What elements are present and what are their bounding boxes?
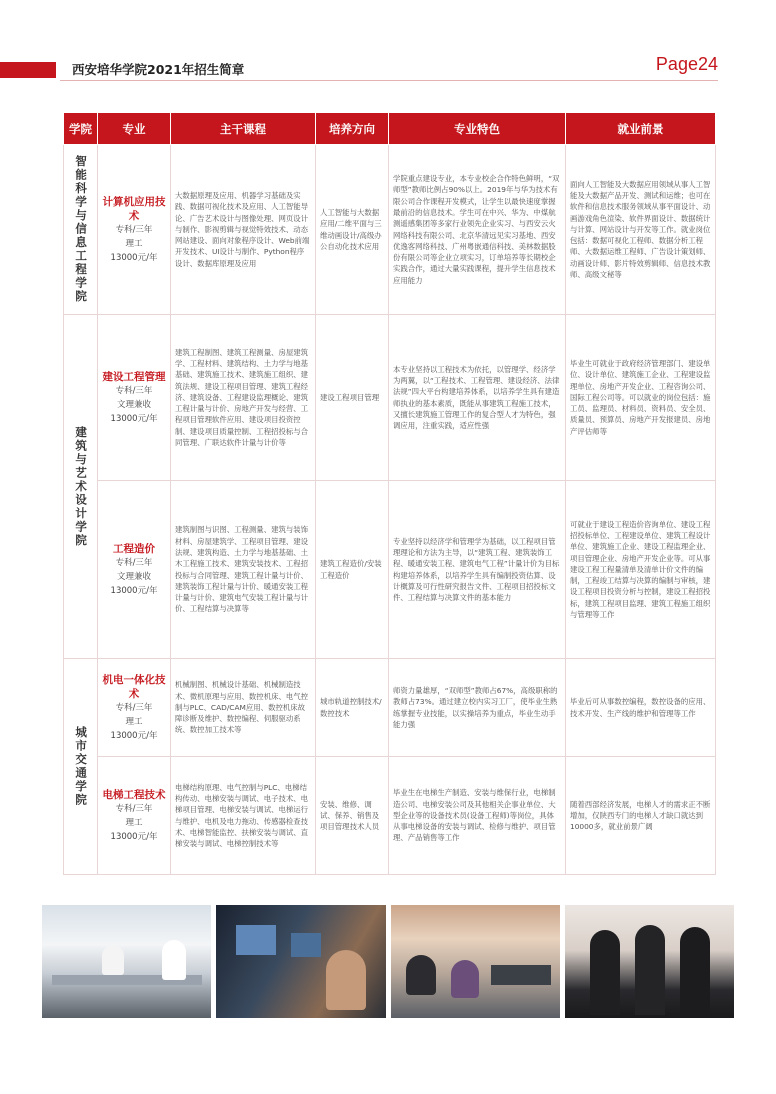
majors-table: [63, 112, 716, 875]
career-cell: 随着西部经济发展，电梯人才的需求正不断增加，仅陕西专门的电梯人才缺口就达到10000多，就业前景广阔: [566, 757, 716, 875]
table-row: [64, 145, 716, 315]
major-type: 文理兼收: [116, 571, 151, 582]
courses-cell: 建筑工程制图、建筑工程测量、房屋建筑学、工程材料、建筑结构、土力学与地基基础、建筑施工技术、建筑施工组织、建筑法规、建设工程项目管理、建筑工程经济、建筑设备、工程建设监理概论、建筑工程计量与计价、房地产开发与经营、工程项目管理软件应用、建设项目投资控制、建设项目质量控制、工程招投标与合同管理、广联达软件计量与计价等: [171, 315, 316, 481]
major-cell: [98, 145, 171, 315]
table-row: [64, 315, 716, 481]
courses-cell: 大数据原理及应用、机器学习基础及实践、数据可视化技术及应用、人工智能导论、广告艺术设计与图像处理、网页设计与制作、影视剪辑与视觉特效技术、动态网站建设、面向对象程序设计、Web前端开发技术、UI设计与制作、Python程序设计、数据库原理及应用: [171, 145, 316, 315]
header-divider: [60, 80, 718, 81]
lab-photo: [42, 905, 211, 1018]
direction-cell: 建设工程项目管理: [316, 315, 389, 481]
feature-cell: 本专业坚持以工程技术为依托，以管理学、经济学为两翼，以“工程技术、工程管理、建设经济、法律法规”四大平台构建培养体系，以培养学生具有建造师执业的基本素质，既能从事建筑工程施工技术，又擅长建筑施工管理工作的复合型人才为特色，强调应用，注重实践，适应性强: [389, 315, 566, 481]
header-accent-bar: [0, 62, 56, 78]
major-fee: 13000元/年: [110, 730, 158, 741]
major-cell: [98, 315, 171, 481]
career-cell: 可就业于建设工程造价咨询单位、建设工程招投标单位、工程建设单位、建筑工程设计单位、建筑施工企业、建设工程监理企业、项目管理企业、房地产开发企业等。可从事建设工程工程量清单及清单计价文件的编制，工程竣工结算与决算的编制与审核，建设工程项目投资分析与控制，建设工程招投标，建筑工程项目监理、建筑工程施工组织与管理等工作: [566, 481, 716, 659]
feature-cell: 师资力量雄厚，“双师型”教师占67%，高级职称的教师占73%。通过建立校内实习工厂，使毕业生熟练掌握专业技能，以实操培养为重点，毕业生动手能力强: [389, 659, 566, 757]
major-cell: [98, 659, 171, 757]
etiquette-training-photo: [565, 905, 734, 1018]
brochure-title: 西安培华学院2021年招生简章: [72, 62, 245, 77]
feature-cell: 专业坚持以经济学和管理学为基础，以工程项目管理理论和方法为主导，以“建筑工程、建筑装饰工程、暖通安装工程、建筑电气工程”计量计价为目标构建培养体系，以培养学生具有编制投资估算、设计概算及可行性研究报告文件、工程项目招投标文件、工程结算与决算文件的基本能力: [389, 481, 566, 659]
page-number-value: 24: [697, 54, 718, 74]
table-row: [64, 659, 716, 757]
header-major: 专业: [98, 113, 171, 145]
major-cell: [98, 481, 171, 659]
feature-cell: 毕业生在电梯生产制造、安装与维保行业，电梯制造公司、电梯安装公司及其他相关企事业单位、大型企业等的设备技术员(设备工程师)等岗位，具体从事电梯设备的安装与调试、检修与维护、项目管理、产品销售等工作: [389, 757, 566, 875]
major-fee: 13000元/年: [110, 252, 158, 263]
header-courses: 主干课程: [171, 113, 316, 145]
career-cell: 毕业后可从事数控编程，数控设备的应用、技术开发、生产线的维护和管理等工作: [566, 659, 716, 757]
major-name: 计算机应用技术: [102, 195, 166, 222]
language-lab-photo: [391, 905, 560, 1018]
major-name: 建设工程管理: [102, 370, 166, 383]
computer-room-photo: [216, 905, 385, 1018]
page-prefix: Page: [655, 54, 698, 74]
header-feature: 专业特色: [389, 113, 566, 145]
photo-strip: [42, 905, 734, 1018]
header-college: 学院: [64, 113, 98, 145]
college-cell: [64, 145, 98, 315]
career-cell: 面向人工智能及大数据应用领域从事人工智能及大数据产品开发、测试和运维；也可在软件和信息技术服务领域从事平面设计、动画游戏角色渲染、软件界面设计、数据统计与计算、网站设计与开发等工作。就业岗位包括：数据可视化工程师、数据分析工程师、大数据运维工程师、广告设计策划师、动画设计师、影片特效剪辑师、信息技术教师、高级文秘等: [566, 145, 716, 315]
major-level: 专科/三年: [115, 557, 153, 568]
college-name: 城市交通学院: [74, 726, 89, 807]
major-level: 专科/三年: [115, 385, 153, 396]
major-type: 理工: [125, 817, 143, 828]
direction-cell: 建筑工程造价/安装工程造价: [316, 481, 389, 659]
major-type: 理工: [125, 716, 143, 727]
major-name: 机电一体化技术: [102, 673, 166, 700]
majors-table-wrapper: [63, 112, 715, 892]
college-cell: [64, 659, 98, 875]
major-level: 专科/三年: [115, 803, 153, 814]
major-type: 理工: [125, 238, 143, 249]
direction-cell: 人工智能与大数据应用/二维平面与三维动画设计/高级办公自动化技术应用: [316, 145, 389, 315]
header-career: 就业前景: [566, 113, 716, 145]
feature-cell: 学院重点建设专业，本专业校企合作特色鲜明，“双师型”教师比例占90%以上。2019年与华为技术有限公司合作课程开发模式，让学生以最快速度掌握最前沿的信息技术。学生可在中兴、华为、中煤航测遥感集团等多家行业领先企业实习、与西安云火网络科技有限公司、北京华清远见实习基地、西安优逸客网络科技、广州粤嵌通信科技、美林数据股份有限公司等企业立项实习，订单培养等长期校企实践合作，通过大量实践课程，提升学生信息技术应用能力: [389, 145, 566, 315]
header-direction: 培养方向: [316, 113, 389, 145]
major-fee: 13000元/年: [110, 585, 158, 596]
major-type: 文理兼收: [116, 399, 151, 410]
major-level: 专科/三年: [115, 224, 153, 235]
major-name: 工程造价: [113, 542, 155, 555]
page-number: [656, 54, 718, 75]
direction-cell: 安装、维修、调试、保养、销售及项目管理技术人员: [316, 757, 389, 875]
direction-cell: 城市轨道控制技术/数控技术: [316, 659, 389, 757]
college-name: 建筑与艺术设计学院: [74, 425, 89, 548]
major-fee: 13000元/年: [110, 831, 158, 842]
major-fee: 13000元/年: [110, 413, 158, 424]
major-level: 专科/三年: [115, 702, 153, 713]
courses-cell: 电梯结构原理、电气控制与PLC、电梯结构传动、电梯安装与调试、电子技术、电梯项目管理、电梯安装与调试、电梯运行与维护、电机及电力拖动、传感器检查技术、电梯智能监控、扶梯安装与调试、直梯安装与调试、电梯控制技术等: [171, 757, 316, 875]
courses-cell: 建筑制图与识图、工程测量、建筑与装饰材料、房屋建筑学、工程项目管理、建设法规、建筑构造、土力学与地基基础、土木工程施工技术、建筑安装技术、工程招投标与合同管理、建筑工程计量与计价、建筑装饰工程计量与计价、暖通安装工程计量与计价、建筑电气安装工程计量与计价、工程结算与决算等: [171, 481, 316, 659]
table-row: [64, 757, 716, 875]
courses-cell: 机械制图、机械设计基础、机械制造技术、微机原理与应用、数控机床、电气控制与PLC、CAD/CAM应用、数控机床故障诊断及维护、数控编程、伺服驱动系统、数控加工技术等: [171, 659, 316, 757]
major-cell: [98, 757, 171, 875]
college-name: 智能科学与信息工程学院: [74, 155, 89, 304]
table-header-row: [64, 113, 716, 145]
major-name: 电梯工程技术: [102, 788, 166, 801]
table-row: [64, 481, 716, 659]
career-cell: 毕业生可就业于政府经济管理部门、建设单位、设计单位、建筑施工企业、工程建设监理单位、房地产开发企业、工程咨询公司、国际工程公司等。可以就业的岗位包括：施工员、监理员、材料员、资料员、安全员、质量员、预算员、房地产开发报建员、房地产评估师等: [566, 315, 716, 481]
college-cell: [64, 315, 98, 659]
